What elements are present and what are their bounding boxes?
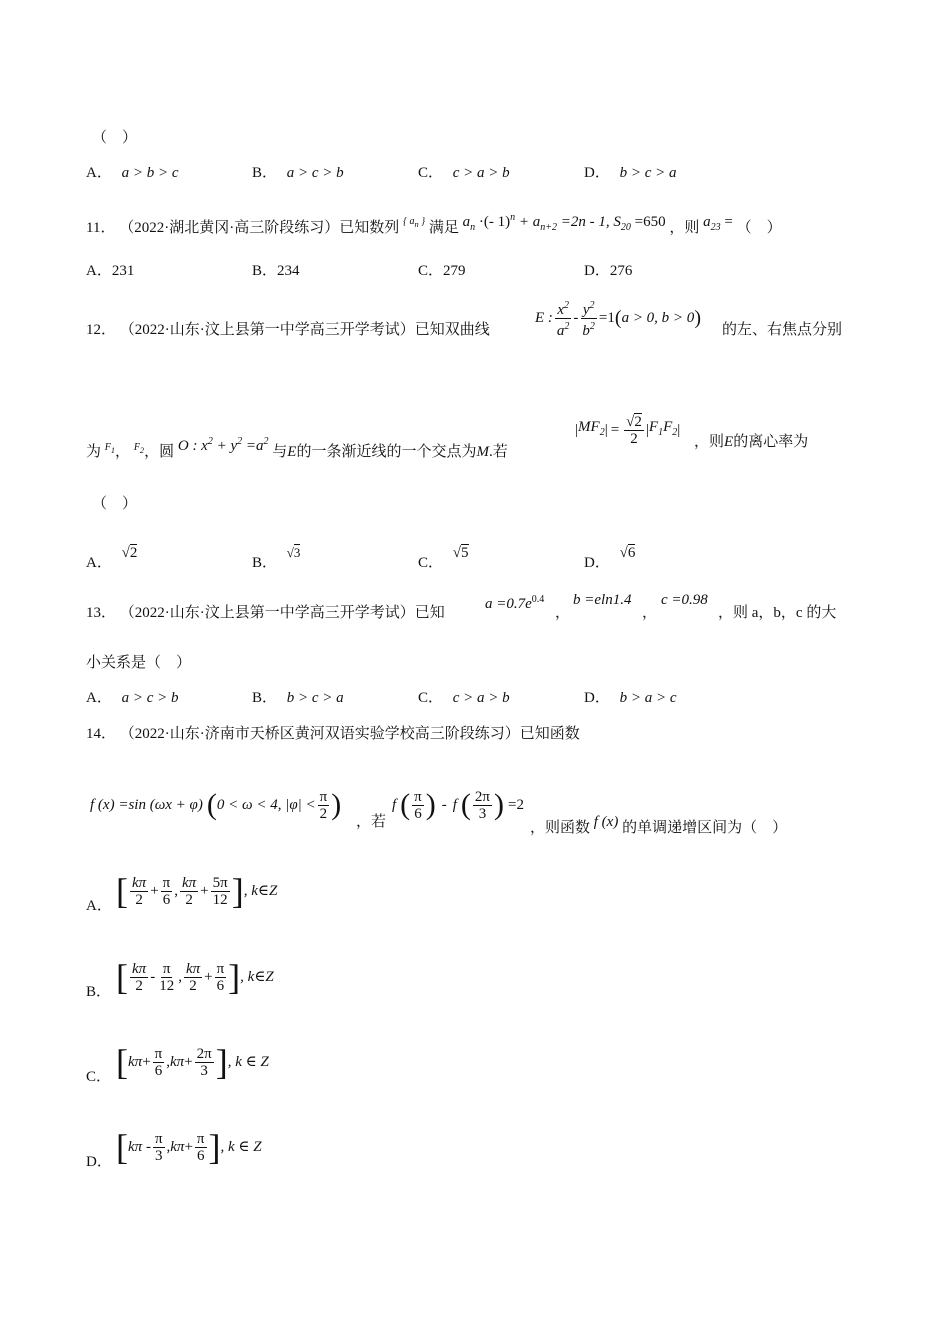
option-label: D． bbox=[584, 263, 610, 279]
q14-number: 14． bbox=[86, 726, 117, 742]
option-value: 276 bbox=[609, 263, 633, 279]
option-label: B． bbox=[252, 555, 278, 571]
q13-c-value: c =0.98 bbox=[661, 592, 708, 608]
q11-option-a[interactable] bbox=[86, 261, 134, 281]
option-label: C． bbox=[418, 690, 444, 706]
q13-stem-line1 bbox=[86, 603, 445, 623]
option-expr: b > c > a bbox=[286, 690, 344, 706]
option-expr: a > c > b bbox=[286, 165, 344, 181]
q13-number: 13． bbox=[86, 605, 117, 621]
q10-option-c[interactable] bbox=[418, 163, 510, 183]
q14-option-a[interactable]: [ $\frac{k\pi}{2}$ + $\frac{\pi}{6}$ , $\frac{k\pi}{2}$ + $\frac{5\pi}{12}$ ] , k∈Z bbox=[116, 871, 278, 911]
q12-stem-tail2: ，则E的离心率为 bbox=[694, 434, 809, 450]
option-label: C． bbox=[418, 165, 444, 181]
q12-hyperbola-equation: E : $\frac{x^2}{a^2}$ - $\frac{y^2}{b^2}$ =1 ( a > 0, b > 0 ) bbox=[535, 299, 701, 339]
option-label: A． bbox=[86, 690, 112, 706]
q13-a-value: $a =0.7e^{0.4}$ bbox=[485, 594, 545, 612]
q14-option-b-label: B． bbox=[86, 984, 112, 1000]
option-label: B． bbox=[252, 690, 278, 706]
q11-number: 11． bbox=[86, 220, 116, 236]
q12-circle: O : $x^2 + y^2 =a^2$ bbox=[177, 436, 269, 454]
q12-option-c[interactable] bbox=[418, 543, 469, 573]
q11-ask: ，则 bbox=[669, 220, 700, 236]
q11-sequence: { an } bbox=[402, 216, 426, 229]
option-label: C． bbox=[418, 555, 444, 571]
q12-source: （2022·山东·汶上县第一中学高三开学考试）已知双曲线 bbox=[119, 322, 490, 338]
q14-stem-line1 bbox=[86, 724, 580, 744]
option-sqrt: √5 bbox=[452, 545, 469, 561]
q13-comma-1: ， bbox=[555, 605, 571, 621]
option-expr: c > a > b bbox=[452, 165, 510, 181]
q13-stem-line2: 小关系是（ ） bbox=[86, 655, 192, 671]
option-label: B． bbox=[252, 165, 278, 181]
option-expr: b > c > a bbox=[619, 165, 677, 181]
q14-source: （2022·山东·济南市天桥区黄河双语实验学校高三阶段练习）已知函数 bbox=[119, 726, 580, 742]
q10-answer-paren: （ ） bbox=[92, 130, 138, 146]
option-expr: a > c > b bbox=[121, 690, 179, 706]
q14-option-a-label: A． bbox=[86, 898, 112, 914]
q10-option-a[interactable] bbox=[86, 163, 179, 183]
option-sqrt: √2 bbox=[121, 545, 138, 561]
q14-option-d-label: D． bbox=[86, 1154, 112, 1170]
q12-f1: F1 bbox=[104, 442, 116, 455]
q12-distance-condition: | $MF_2$ | = $\frac{√2}{2}$ | $F_1F_2$ | bbox=[575, 413, 681, 447]
q12-stem-line1 bbox=[86, 320, 490, 340]
option-label: A． bbox=[86, 263, 112, 279]
q14-function-definition: f (x) =sin (ωx + φ) ( 0 < ω < 4, |φ| < $\frac{\pi}{2}$ ) bbox=[90, 788, 342, 822]
q13-b-value: b =eln1.4 bbox=[573, 592, 632, 608]
option-value: 231 bbox=[111, 263, 135, 279]
q12-stem-tail1: 的左、右焦点分别 bbox=[722, 322, 843, 338]
q13-comma-2: ， bbox=[642, 605, 658, 621]
option-label: D． bbox=[584, 690, 610, 706]
option-value: 234 bbox=[277, 263, 300, 279]
q14-option-c[interactable]: [ kπ+ $\frac{\pi}{6}$ , kπ+ $\frac{2\pi}{3}$ ] , k ∈ Z bbox=[116, 1042, 269, 1082]
q13-option-c[interactable] bbox=[418, 688, 510, 708]
option-label: A． bbox=[86, 555, 112, 571]
q14-if: ，若 bbox=[356, 814, 387, 830]
option-sqrt: √3 bbox=[286, 545, 301, 560]
q12-option-b[interactable] bbox=[252, 543, 300, 573]
option-label: D． bbox=[584, 165, 610, 181]
q12-stem-line2: 为 $^{F_1}$， $^{F_2}$，圆 O : $x^2 + y^2 =a^2$ 与E的一条渐近线的一个交点为M.若 bbox=[86, 436, 508, 460]
q11-answer-paren: （ ） bbox=[736, 220, 782, 236]
q11-target: $a_{23}$ = bbox=[703, 214, 733, 233]
q13-option-d[interactable] bbox=[584, 688, 677, 708]
q10-option-d[interactable] bbox=[584, 163, 677, 183]
q13-option-a[interactable] bbox=[86, 688, 179, 708]
q14-option-c-label: C． bbox=[86, 1069, 112, 1085]
option-expr: b > a > c bbox=[619, 690, 677, 706]
q11-mid: 满足 bbox=[428, 220, 459, 236]
option-label: C． bbox=[418, 263, 444, 279]
q14-condition: f ( $\frac{\pi}{6}$ ) - f ( $\frac{2\pi}{3}$ ) =2 bbox=[392, 788, 524, 822]
q11-condition: $a_n$ ·(- $1)^n + a_{n+2} =2n - 1$, $S_{20} =650$ bbox=[462, 212, 666, 233]
q11-stem bbox=[86, 208, 782, 238]
q14-option-b[interactable]: [ $\frac{k\pi}{2}$ - $\frac{\pi}{12}$ , $\frac{k\pi}{2}$ + $\frac{\pi}{6}$ ] , k∈Z bbox=[116, 957, 274, 997]
option-sqrt: √6 bbox=[619, 545, 636, 561]
option-label: B． bbox=[252, 263, 278, 279]
q12-option-d[interactable] bbox=[584, 543, 635, 573]
q13-source: （2022·山东·汶上县第一中学高三开学考试）已知 bbox=[119, 605, 445, 621]
option-label: D． bbox=[584, 555, 610, 571]
q10-option-b[interactable] bbox=[252, 163, 344, 183]
q11-option-b[interactable] bbox=[252, 261, 300, 281]
q12-answer-paren: （ ） bbox=[92, 496, 138, 512]
q12-number: 12． bbox=[86, 322, 117, 338]
q13-stem-tail: ，则 a，b，c 的大 bbox=[718, 605, 837, 621]
q13-option-b[interactable] bbox=[252, 688, 344, 708]
option-label: A． bbox=[86, 165, 112, 181]
q14-option-d[interactable]: [ kπ - $\frac{\pi}{3}$ , kπ+ $\frac{\pi}{6}$ ] , k ∈ Z bbox=[116, 1127, 262, 1167]
option-value: 279 bbox=[443, 263, 466, 279]
q12-f2: F2 bbox=[133, 442, 145, 455]
q11-source: （2022·湖北黄冈·高三阶段练习）已知数列 bbox=[119, 220, 400, 236]
q12-option-a[interactable] bbox=[86, 543, 137, 573]
option-expr: a > b > c bbox=[121, 165, 179, 181]
q14-then: ，则函数 f (x) 的单调递增区间为（ ） bbox=[530, 814, 788, 836]
q11-option-d[interactable] bbox=[584, 261, 632, 281]
option-expr: c > a > b bbox=[452, 690, 510, 706]
q11-option-c[interactable] bbox=[418, 261, 466, 281]
